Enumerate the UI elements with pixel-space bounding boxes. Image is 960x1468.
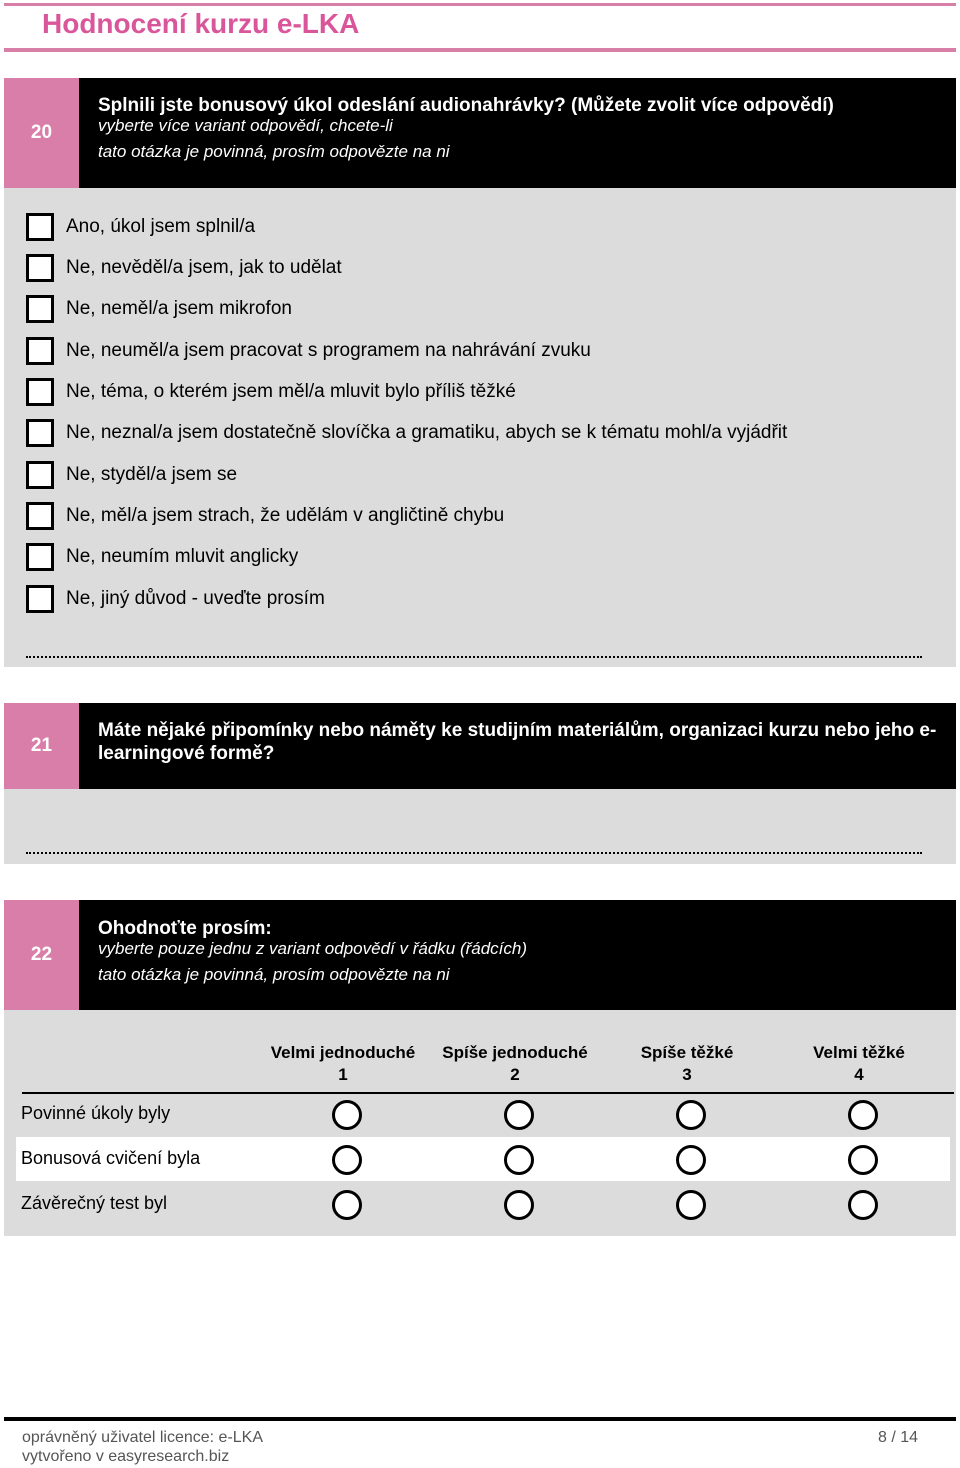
option-label: Ne, styděl/a jsem se xyxy=(66,464,238,485)
radio-button[interactable] xyxy=(504,1190,534,1220)
checkbox-option[interactable] xyxy=(26,337,591,365)
column-value: 2 xyxy=(510,1065,520,1084)
column-label: Velmi těžké xyxy=(813,1043,905,1062)
table-row xyxy=(16,1182,950,1226)
question-text: Máte nějaké připomínky nebo náměty ke studijním materiálům, organizaci kurzu nebo jeho e-learningové formě? xyxy=(98,720,937,764)
checkbox[interactable] xyxy=(26,502,54,530)
row-label: Závěrečný test byl xyxy=(21,1193,168,1213)
checkbox[interactable] xyxy=(26,585,54,613)
column-value: 4 xyxy=(854,1065,864,1084)
comment-input-line[interactable] xyxy=(26,852,922,854)
radio-button[interactable] xyxy=(332,1145,362,1175)
table-row xyxy=(16,1092,950,1136)
page-title: Hodnocení kurzu e-LKA xyxy=(42,8,360,39)
option-label: Ne, neumím mluvit anglicky xyxy=(66,546,299,567)
footer-license: oprávněný uživatel licence: e-LKA xyxy=(22,1429,264,1446)
question-number: 22 xyxy=(4,900,79,1010)
question-20-body xyxy=(4,188,956,667)
question-21-body xyxy=(4,789,956,864)
checkbox-option[interactable] xyxy=(26,295,292,323)
radio-button[interactable] xyxy=(504,1100,534,1130)
radio-button[interactable] xyxy=(676,1100,706,1130)
radio-button[interactable] xyxy=(848,1190,878,1220)
question-number: 20 xyxy=(4,78,79,188)
row-label: Bonusová cvičení byla xyxy=(21,1148,201,1168)
checkbox[interactable] xyxy=(26,378,54,406)
column-header xyxy=(602,1042,772,1086)
checkbox[interactable] xyxy=(26,461,54,489)
question-hint: vyberte více variant odpovědí, chcete-li xyxy=(98,116,393,135)
question-21-header xyxy=(4,703,956,789)
radio-button[interactable] xyxy=(676,1145,706,1175)
option-label: Ne, nevěděl/a jsem, jak to udělat xyxy=(66,257,342,278)
radio-button[interactable] xyxy=(332,1100,362,1130)
top-divider xyxy=(4,3,956,6)
option-label: Ne, jiný důvod - uveďte prosím xyxy=(66,588,325,609)
column-header xyxy=(430,1042,600,1086)
option-label: Ne, měl/a jsem strach, že udělám v angličtině chybu xyxy=(66,505,505,526)
checkbox[interactable] xyxy=(26,213,54,241)
footer-divider xyxy=(4,1417,956,1421)
column-label: Spíše těžké xyxy=(640,1043,734,1062)
radio-button[interactable] xyxy=(676,1190,706,1220)
checkbox-option[interactable] xyxy=(26,254,342,282)
column-value: 1 xyxy=(338,1065,348,1084)
checkbox-option[interactable] xyxy=(26,585,325,613)
column-header xyxy=(258,1042,428,1086)
option-label: Ne, neznal/a jsem dostatečně slovíčka a gramatiku, abych se k tématu mohl/a vyjádřit xyxy=(66,422,788,443)
column-label: Velmi jednoduché xyxy=(270,1043,416,1062)
option-label: Ano, úkol jsem splnil/a xyxy=(66,216,256,237)
question-hint: vyberte pouze jednu z variant odpovědí v řádku (řádcích) xyxy=(98,939,528,958)
checkbox-option[interactable] xyxy=(26,461,237,489)
question-text: Splnili jste bonusový úkol odeslání audionahrávky? (Můžete zvolit více odpovědí) xyxy=(98,95,834,116)
column-header xyxy=(774,1042,944,1086)
table-row xyxy=(16,1137,950,1181)
checkbox[interactable] xyxy=(26,295,54,323)
checkbox[interactable] xyxy=(26,254,54,282)
checkbox-option[interactable] xyxy=(26,543,298,571)
checkbox-option[interactable] xyxy=(26,378,516,406)
page-number: 8 / 14 xyxy=(877,1429,918,1446)
radio-button[interactable] xyxy=(848,1145,878,1175)
radio-button[interactable] xyxy=(504,1145,534,1175)
checkbox-option[interactable] xyxy=(26,502,504,530)
question-required-note: tato otázka je povinná, prosím odpovězte na ni xyxy=(98,965,450,984)
column-value: 3 xyxy=(682,1065,692,1084)
checkbox[interactable] xyxy=(26,543,54,571)
radio-button[interactable] xyxy=(848,1100,878,1130)
question-required-note: tato otázka je povinná, prosím odpovězte na ni xyxy=(98,142,450,161)
question-22-body xyxy=(4,1010,956,1236)
option-label: Ne, téma, o kterém jsem měl/a mluvit bylo příliš těžké xyxy=(66,381,516,402)
question-20-header xyxy=(4,78,956,188)
checkbox-option[interactable] xyxy=(26,419,787,447)
title-divider xyxy=(4,48,956,52)
checkbox[interactable] xyxy=(26,419,54,447)
question-number: 21 xyxy=(4,703,79,789)
row-label: Povinné úkoly byly xyxy=(21,1103,171,1123)
radio-button[interactable] xyxy=(332,1190,362,1220)
question-text: Ohodnoťte prosím: xyxy=(98,918,272,939)
option-label: Ne, neměl/a jsem mikrofon xyxy=(66,298,292,319)
column-label: Spíše jednoduché xyxy=(442,1043,588,1062)
other-reason-input-line[interactable] xyxy=(26,656,922,658)
option-label: Ne, neuměl/a jsem pracovat s programem na nahrávání zvuku xyxy=(66,340,591,361)
checkbox[interactable] xyxy=(26,337,54,365)
question-22-header xyxy=(4,900,956,1010)
footer-created: vytvořeno v easyresearch.biz xyxy=(22,1448,230,1465)
checkbox-option[interactable] xyxy=(26,213,255,241)
